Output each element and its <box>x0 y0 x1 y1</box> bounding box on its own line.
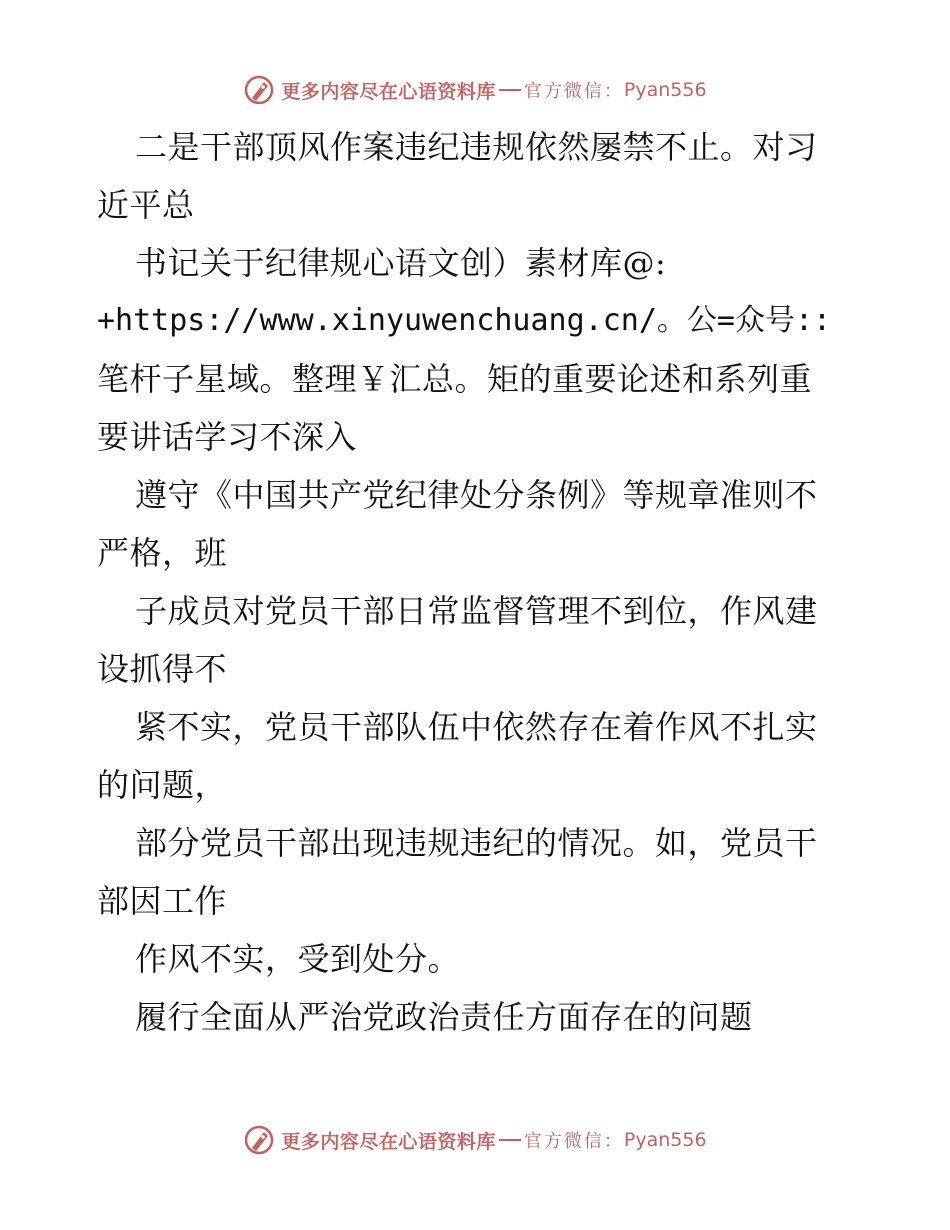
banner-wechat-label: 官方微信： <box>523 81 624 102</box>
body-line: 遵守《中国共产党纪律处分条例》等规章准则不 <box>135 476 818 514</box>
banner-wechat-label: 官方微信： <box>523 1131 624 1152</box>
body-line: 书记关于纪律规心语文创）素材库@: <box>135 244 667 282</box>
header-banner <box>0 70 950 110</box>
body-line: 要讲话学习不深入 <box>97 418 358 456</box>
document-body <box>97 118 857 1046</box>
banner-dash <box>499 89 521 91</box>
banner-wechat-id: Pyan556 <box>623 79 707 101</box>
body-line: 设抓得不 <box>97 650 228 688</box>
body-line: 二是干部顶风作案违纪违规依然屡禁不止。对习 <box>135 128 818 166</box>
body-line-url: +https://www.xinyuwenchuang.cn/。公=众号:: <box>97 303 832 338</box>
banner-main-text: 更多内容尽在心语资料库 <box>281 1130 496 1153</box>
body-line: 的问题， <box>97 766 228 804</box>
body-line: 履行全面从严治党政治责任方面存在的问题 <box>135 998 753 1036</box>
body-line: 部因工作 <box>97 882 228 920</box>
pen-nib-logo-icon <box>243 1124 275 1156</box>
body-line: 笔杆子星域。整理￥汇总。矩的重要论述和系列重 <box>97 360 813 398</box>
body-line: 部分党员干部出现违规违纪的情况。如，党员干 <box>135 824 818 862</box>
pen-nib-logo-icon <box>243 74 275 106</box>
banner-main-text: 更多内容尽在心语资料库 <box>281 80 496 103</box>
body-line: 近平总 <box>97 186 195 224</box>
footer-banner <box>0 1120 950 1160</box>
body-line: 严格，班 <box>97 534 228 572</box>
body-line: 紧不实，党员干部队伍中依然存在着作风不扎实 <box>135 708 818 746</box>
body-line: 子成员对党员干部日常监督管理不到位，作风建 <box>135 592 818 630</box>
banner-dash <box>499 1139 521 1141</box>
body-line: 作风不实，受到处分。 <box>135 940 461 978</box>
banner-wechat-id: Pyan556 <box>623 1129 707 1151</box>
